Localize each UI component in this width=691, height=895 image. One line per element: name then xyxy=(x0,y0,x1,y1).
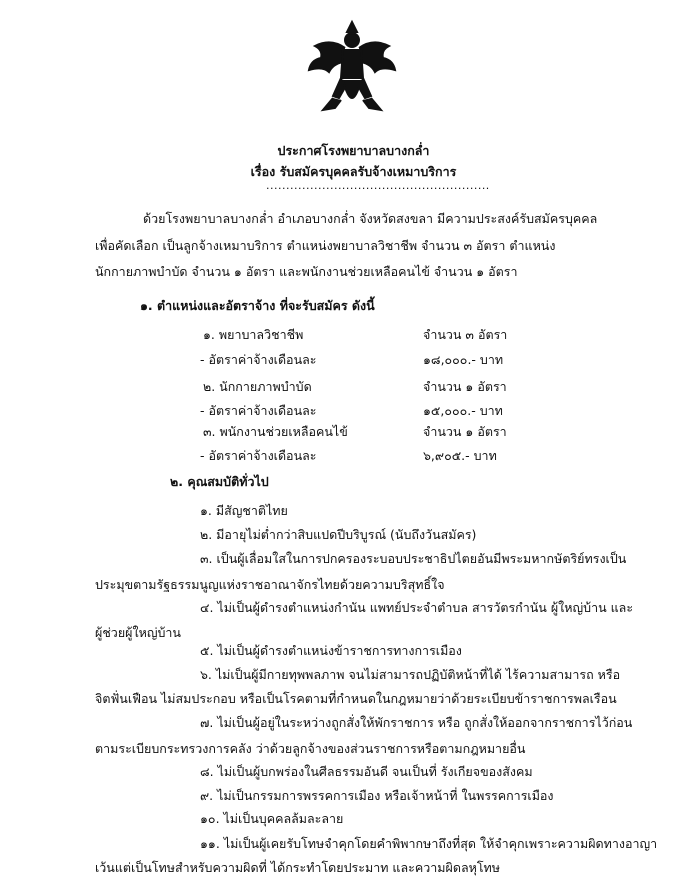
qualification-item: ๓. เป็นผู้เลื่อมใสในการปกครองระบอบประชาธิปไตยอันมีพระมหากษัตริย์ทรงเป็น xyxy=(200,551,627,566)
qualification-item-continued: จิตฟั่นเฟือน ไม่สมประกอบ หรือเป็นโรคตามที่กำหนดในกฎหมายว่าด้วยระเบียบข้าราชการพลเรือน xyxy=(95,691,617,706)
qualification-item-continued: ประมุขตามรัฐธรรมนูญแห่งราชอาณาจักรไทยด้วยความบริสุทธิ์ใจ xyxy=(95,577,445,592)
section2-heading: ๒. คุณสมบัติทั่วไป xyxy=(170,474,269,489)
qualification-item: ๗. ไม่เป็นผู้อยู่ในระหว่างถูกสั่งให้พักราชการ หรือ ถูกสั่งให้ออกจากราชการไว้ก่อน xyxy=(200,715,633,730)
position-name: ๑. พยาบาลวิชาชีพ xyxy=(203,327,304,342)
position-name: ๓. พนักงานช่วยเหลือคนไข้ xyxy=(203,424,348,439)
qualification-item: ๖. ไม่เป็นผู้มีกายทุพพลภาพ จนไม่สามารถปฏิบัติหน้าที่ได้ ไร้ความสามารถ หรือ xyxy=(200,667,621,682)
position-count: จำนวน ๓ อัตรา xyxy=(423,327,508,342)
qualification-item: ๔. ไม่เป็นผู้ดำรงตำแหน่งกำนัน แพทย์ประจำตำบล สารวัตรกำนัน ผู้ใหญ่บ้าน และ xyxy=(200,600,634,615)
wage-label: - อัตราค่าจ้างเดือนละ xyxy=(200,448,317,463)
qualification-item: ๕. ไม่เป็นผู้ดำรงตำแหน่งข้าราชการทางการเมือง xyxy=(200,643,462,658)
announcement-subject: เรื่อง รับสมัครบุคคลรับจ้างเหมาบริการ xyxy=(250,164,457,179)
position-count: จำนวน ๑ อัตรา xyxy=(423,424,507,439)
wage-value: ๑๕,๐๐๐.- บาท xyxy=(423,403,503,418)
garuda-emblem-icon xyxy=(303,18,401,118)
qualification-item: ๑. มีสัญชาติไทย xyxy=(200,503,288,518)
intro-line: นักกายภาพบำบัด จำนวน ๑ อัตรา และพนักงานช่วยเหลือคนไข้ จำนวน ๑ อัตรา xyxy=(95,264,518,279)
wage-value: ๑๘,๐๐๐.- บาท xyxy=(423,352,504,367)
wage-label: - อัตราค่าจ้างเดือนละ xyxy=(200,352,317,367)
qualification-item: ๒. มีอายุไม่ต่ำกว่าสิบแปดปีบริบูรณ์ (นับถึงวันสมัคร) xyxy=(200,527,477,542)
qualification-item-continued: เว้นแต่เป็นโทษสำหรับความผิดที่ ได้กระทำโดยประมาท และความผิดลหุโทษ xyxy=(95,860,501,875)
title-divider: ........................................................ xyxy=(266,179,490,192)
position-name: ๒. นักกายภาพบำบัด xyxy=(203,379,312,394)
qualification-item: ๘. ไม่เป็นผู้บกพร่องในศีลธรรมอันดี จนเป็นที่ รังเกียจของสังคม xyxy=(200,764,533,779)
qualification-item: ๑๐. ไม่เป็นบุคคลล้มละลาย xyxy=(200,811,344,826)
announcement-title: ประกาศโรงพยาบาลบางกล่ำ xyxy=(277,143,430,158)
section1-heading: ๑. ตำแหน่งและอัตราจ้าง ที่จะรับสมัคร ดังนี้ xyxy=(140,298,375,313)
qualification-item-continued: ตามระเบียบกระทรวงการคลัง ว่าด้วยลูกจ้างของส่วนราชการหรือตามกฎหมายอื่น xyxy=(95,741,526,756)
wage-label: - อัตราค่าจ้างเดือนละ xyxy=(200,403,317,418)
qualification-item-continued: ผู้ช่วยผู้ใหญ่บ้าน xyxy=(95,625,181,640)
intro-line: ด้วยโรงพยาบาลบางกล่ำ อำเภอบางกล่ำ จังหวัดสงขลา มีความประสงค์รับสมัครบุคคล xyxy=(143,211,598,226)
intro-line: เพื่อคัดเลือก เป็นลูกจ้างเหมาบริการ ตำแหน่งพยาบาลวิชาชีพ จำนวน ๓ อัตรา ตำแหน่ง xyxy=(95,238,556,253)
qualification-item: ๑๑. ไม่เป็นผู้เคยรับโทษจำคุกโดยคำพิพากษาถึงที่สุด ให้จำคุกเพราะความผิดทางอาญา xyxy=(200,836,658,851)
position-count: จำนวน ๑ อัตรา xyxy=(423,379,507,394)
qualification-item: ๙. ไม่เป็นกรรมการพรรคการเมือง หรือเจ้าหน้าที่ ในพรรคการเมือง xyxy=(200,788,554,803)
wage-value: ๖,๙๐๕.- บาท xyxy=(423,448,497,463)
